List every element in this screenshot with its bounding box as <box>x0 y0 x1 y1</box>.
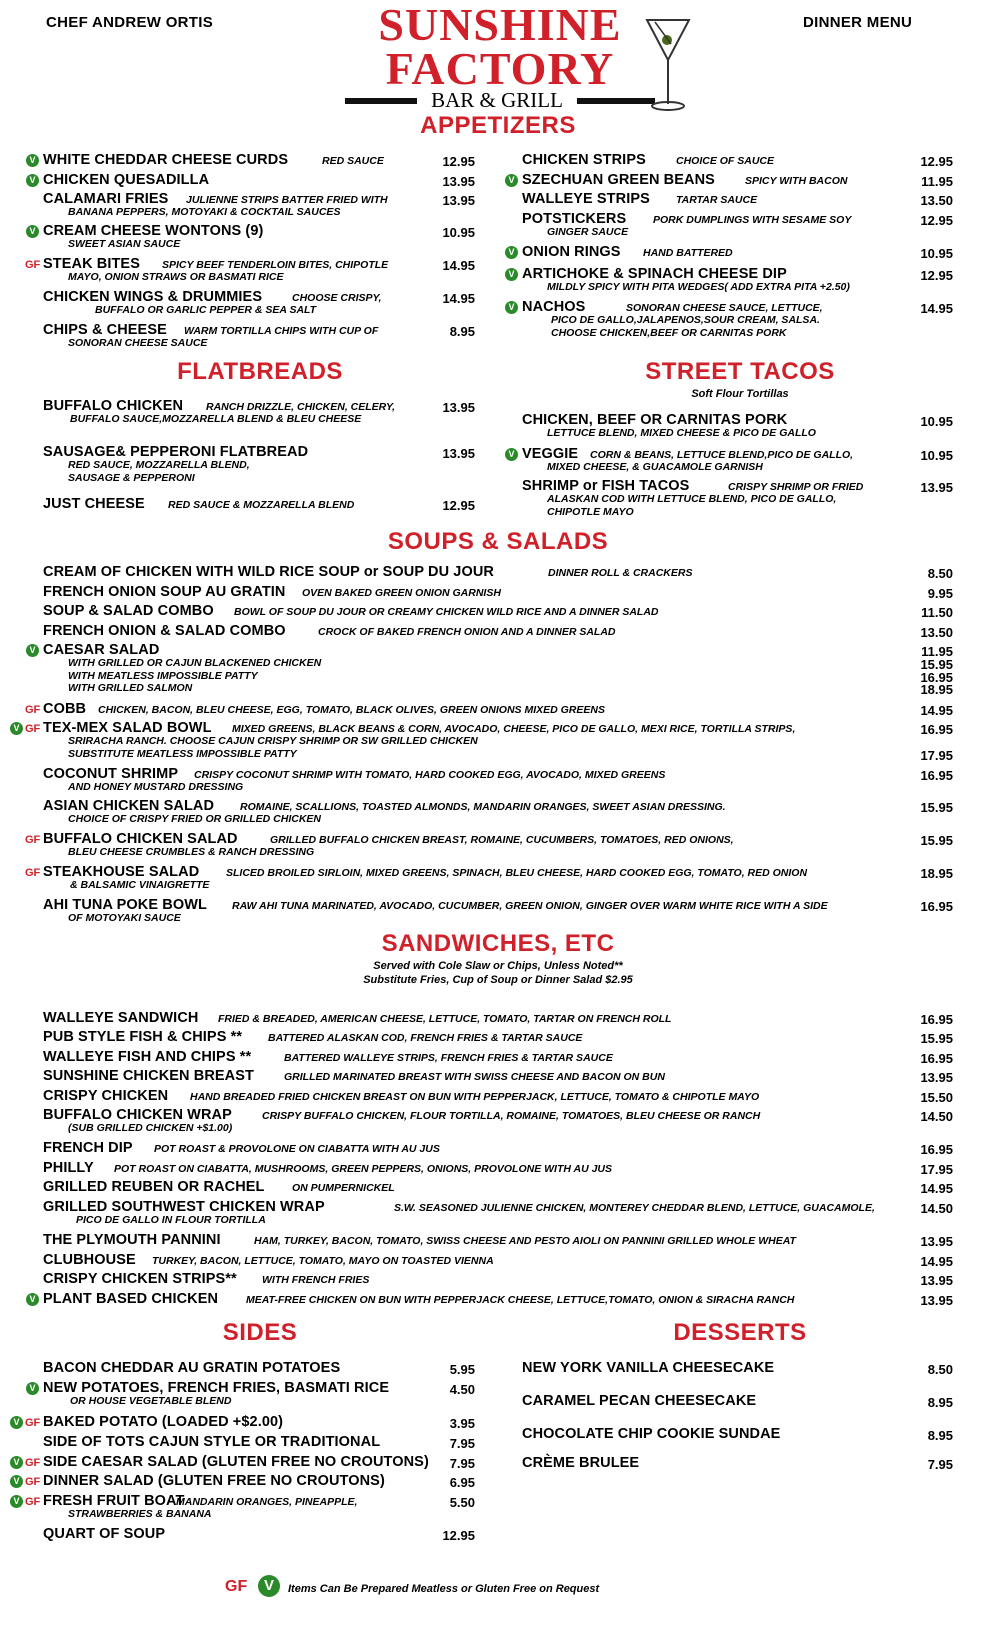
vegetarian-icon: V <box>10 1456 23 1469</box>
sandwiches-subtitle-1: Served with Cole Slaw or Chips, Unless Noted** <box>373 960 623 972</box>
menu-item-price: 8.95 <box>449 324 475 339</box>
menu-item-price: 11.95 <box>921 174 953 189</box>
vegetarian-icon: V <box>10 722 23 735</box>
menu-item-price: 14.95 <box>920 1254 953 1269</box>
menu-item-name: FRENCH ONION & SALAD COMBO <box>43 623 286 639</box>
menu-item-price: 12.95 <box>920 213 953 228</box>
menu-item-desc-2: OR HOUSE VEGETABLE BLEND <box>70 1395 232 1407</box>
menu-item-price: 16.95 <box>920 722 953 737</box>
menu-item-name: SAUSAGE& PEPPERONI FLATBREAD <box>43 444 309 460</box>
menu-item-name: THE PLYMOUTH PANNINI <box>43 1232 221 1248</box>
section-desserts: DESSERTS <box>673 1319 807 1346</box>
menu-item-desc-2: SWEET ASIAN SAUCE <box>68 238 181 250</box>
menu-item-desc: CRISPY SHRIMP OR FRIED <box>728 481 864 493</box>
menu-item-name: GRILLED SOUTHWEST CHICKEN WRAP <box>43 1199 325 1215</box>
menu-item-desc: BOWL OF SOUP DU JOUR OR CREAMY CHICKEN WILD RICE AND A DINNER SALAD <box>234 606 659 618</box>
menu-item-name: FRENCH ONION SOUP AU GRATIN <box>43 584 286 600</box>
menu-item-desc: BATTERED ALASKAN COD, FRENCH FRIES & TARTAR SAUCE <box>268 1032 583 1044</box>
menu-item-price: 14.95 <box>442 258 475 273</box>
menu-item-desc: DINNER ROLL & CRACKERS <box>548 567 693 579</box>
vegetarian-icon: V <box>505 246 518 259</box>
menu-item-price: 7.95 <box>449 1456 475 1471</box>
menu-item-price: 14.50 <box>920 1109 953 1124</box>
menu-item-price: 8.95 <box>927 1395 953 1410</box>
menu-item-name: NACHOS <box>522 299 586 315</box>
menu-item-price: 15.95 <box>920 800 953 815</box>
menu-item-desc: RAW AHI TUNA MARINATED, AVOCADO, CUCUMBER, GREEN ONION, GINGER OVER WARM WHITE RICE WITH A SIDE <box>232 900 828 912</box>
menu-item-price: 13.95 <box>920 1234 953 1249</box>
menu-item-name: CARAMEL PECAN CHEESECAKE <box>522 1393 757 1409</box>
menu-item-name: FRENCH DIP <box>43 1140 133 1156</box>
menu-item-desc: MANDARIN ORANGES, PINEAPPLE, <box>176 1496 358 1508</box>
menu-item-name: CHICKEN STRIPS <box>522 152 646 168</box>
menu-item-name: NEW POTATOES, FRENCH FRIES, BASMATI RICE <box>43 1380 390 1396</box>
menu-item-desc-2: SONORAN CHEESE SAUCE <box>68 337 208 349</box>
menu-item-desc-3: CHIPOTLE MAYO <box>547 505 634 518</box>
section-soups-salads: SOUPS & SALADS <box>387 528 609 555</box>
logo-line-3: BAR & GRILL <box>431 88 563 112</box>
menu-item-desc: HAND BREADED FRIED CHICKEN BREAST ON BUN WITH PEPPERJACK, LETTUCE, TOMATO & CHIPOTLE MAYO <box>190 1091 760 1103</box>
menu-item-name: CHIPS & CHEESE <box>43 322 167 338</box>
menu-item-desc-2: BANANA PEPPERS, MOTOYAKI & COCKTAIL SAUCES <box>68 206 341 218</box>
menu-item-price: 13.50 <box>920 625 953 640</box>
menu-item-desc: CRISPY BUFFALO CHICKEN, FLOUR TORTILLA, ROMAINE, TOMATOES, BLEU CHEESE OR RANCH <box>262 1110 761 1122</box>
menu-item-desc: FRIED & BREADED, AMERICAN CHEESE, LETTUCE, TOMATO, TARTAR ON FRENCH ROLL <box>218 1013 672 1025</box>
vegetarian-icon: V <box>26 1293 39 1306</box>
menu-item-name: ARTICHOKE & SPINACH CHEESE DIP <box>522 266 787 282</box>
menu-item-price: 10.95 <box>920 448 953 463</box>
menu-item-desc-2: WITH GRILLED OR CAJUN BLACKENED CHICKEN <box>68 657 322 669</box>
menu-item-name: FRESH FRUIT BOAT <box>43 1493 185 1509</box>
menu-item-price: 3.95 <box>449 1416 475 1431</box>
menu-item-price: 12.95 <box>442 498 475 513</box>
menu-item-name: DINNER SALAD (GLUTEN FREE NO CROUTONS) <box>43 1473 385 1489</box>
menu-item-desc: OVEN BAKED GREEN ONION GARNISH <box>302 587 501 599</box>
menu-item-name: STEAK BITES <box>43 256 140 272</box>
gluten-free-icon: GF <box>25 1496 41 1508</box>
menu-item-desc: S.W. SEASONED JULIENNE CHICKEN, MONTEREY CHEDDAR BLEND, LETTUCE, GUACAMOLE, <box>394 1202 875 1214</box>
menu-item-desc-3: SAUSAGE & PEPPERONI <box>68 471 195 484</box>
menu-item-desc: MIXED GREENS, BLACK BEANS & CORN, AVOCADO, CHEESE, PICO DE GALLO, MEXI RICE, TORTILLA STRIPS, <box>232 723 796 735</box>
menu-item-price-2: 15.95 <box>920 657 953 672</box>
section-appetizers: APPETIZERS <box>420 112 576 139</box>
menu-item-price: 11.95 <box>921 644 953 659</box>
menu-item-name: QUART OF SOUP <box>43 1526 166 1542</box>
menu-item-price: 10.95 <box>442 225 475 240</box>
menu-item-price: 12.95 <box>920 268 953 283</box>
menu-item-price: 12.95 <box>920 154 953 169</box>
chef-name: CHEF ANDREW ORTIS <box>46 14 214 31</box>
gluten-free-icon: GF <box>25 1417 41 1429</box>
menu-item-desc-2: MAYO, ONION STRAWS OR BASMATI RICE <box>68 271 284 283</box>
logo-bar-left <box>345 98 417 104</box>
menu-item-price: 4.50 <box>449 1382 475 1397</box>
menu-item-desc-2: RED SAUCE, MOZZARELLA BLEND, <box>68 459 250 471</box>
menu-item-name: NEW YORK VANILLA CHEESECAKE <box>522 1360 775 1376</box>
menu-item-price: 7.95 <box>927 1457 953 1472</box>
menu-item-desc: CROCK OF BAKED FRENCH ONION AND A DINNER SALAD <box>318 626 616 638</box>
menu-item-price: 13.95 <box>442 193 475 208</box>
menu-item-name: CRÈME BRULEE <box>522 1455 640 1471</box>
menu-item-name: BUFFALO CHICKEN WRAP <box>43 1107 232 1123</box>
menu-item-name: WALLEYE SANDWICH <box>43 1010 199 1026</box>
menu-item-name: PUB STYLE FISH & CHIPS ** <box>43 1029 243 1045</box>
logo-bar-right <box>577 98 655 104</box>
menu-item-desc-2: CHOICE OF CRISPY FRIED OR GRILLED CHICKEN <box>68 813 321 825</box>
vegetarian-icon: V <box>505 174 518 187</box>
vegetarian-icon: V <box>26 644 39 657</box>
menu-item-name: CHOCOLATE CHIP COOKIE SUNDAE <box>522 1426 781 1442</box>
menu-item-price: 8.50 <box>927 1362 953 1377</box>
gluten-free-icon: GF <box>25 867 41 879</box>
vegetarian-icon: V <box>10 1416 23 1429</box>
menu-item-price: 5.50 <box>449 1495 475 1510</box>
section-flatbreads: FLATBREADS <box>177 358 343 385</box>
menu-item-price: 14.95 <box>920 1181 953 1196</box>
menu-item-price: 16.95 <box>920 899 953 914</box>
restaurant-logo <box>345 2 705 112</box>
menu-item-desc: HAND BATTERED <box>643 247 733 259</box>
menu-item-desc: TARTAR SAUCE <box>676 194 758 206</box>
menu-item-desc: JULIENNE STRIPS BATTER FRIED WITH <box>186 194 388 206</box>
menu-item-price: 16.95 <box>920 1012 953 1027</box>
menu-item-desc-2: BUFFALO OR GARLIC PEPPER & SEA SALT <box>95 304 317 316</box>
menu-item-desc: RANCH DRIZZLE, CHICKEN, CELERY, <box>206 401 396 413</box>
menu-item-name: TEX-MEX SALAD BOWL <box>43 720 212 736</box>
vegetarian-icon: V <box>10 1495 23 1508</box>
logo-line-2: FACTORY <box>385 43 615 94</box>
menu-item-name: CLUBHOUSE <box>43 1252 136 1268</box>
menu-item-price: 16.95 <box>920 1142 953 1157</box>
sandwiches-subtitle-2: Substitute Fries, Cup of Soup or Dinner Salad $2.95 <box>363 974 633 986</box>
vegetarian-icon: V <box>26 225 39 238</box>
gluten-free-icon: GF <box>25 1457 41 1469</box>
menu-item-name: STEAKHOUSE SALAD <box>43 864 200 880</box>
menu-item-desc: RED SAUCE & MOZZARELLA BLEND <box>168 499 355 511</box>
menu-item-price: 5.95 <box>449 1362 475 1377</box>
menu-item-name: VEGGIE <box>522 446 579 462</box>
gluten-free-icon: GF <box>25 704 41 716</box>
gluten-free-icon: GF <box>225 1578 248 1595</box>
menu-item-price: 13.95 <box>442 400 475 415</box>
menu-item-desc-2: BUFFALO SAUCE,MOZZARELLA BLEND & BLEU CHEESE <box>70 413 362 425</box>
menu-item-price: 6.95 <box>449 1475 475 1490</box>
logo-line-1: SUNSHINE <box>378 0 622 50</box>
menu-item-desc: POT ROAST & PROVOLONE ON CIABATTA WITH AU JUS <box>154 1143 440 1155</box>
vegetarian-icon: V <box>10 1475 23 1488</box>
menu-item-desc: HAM, TURKEY, BACON, TOMATO, SWISS CHEESE AND PESTO AIOLI ON PANNINI GRILLED WHOLE WHEAT <box>254 1235 796 1247</box>
menu-item-price: 12.95 <box>442 1528 475 1543</box>
menu-item-desc: TURKEY, BACON, LETTUCE, TOMATO, MAYO ON TOASTED VIENNA <box>152 1255 494 1267</box>
menu-item-name: SZECHUAN GREEN BEANS <box>522 172 715 188</box>
menu-item-price: 7.95 <box>449 1436 475 1451</box>
vegetarian-icon: V <box>26 174 39 187</box>
menu-item-name: SIDE OF TOTS CAJUN STYLE OR TRADITIONAL <box>43 1434 381 1450</box>
menu-item-price: 14.95 <box>920 703 953 718</box>
menu-item-price: 18.95 <box>920 866 953 881</box>
section-street-tacos: STREET TACOS <box>645 358 835 385</box>
menu-item-desc-2: ALASKAN COD WITH LETTUCE BLEND, PICO DE GALLO, <box>547 493 837 505</box>
menu-item-desc: ON PUMPERNICKEL <box>292 1182 395 1194</box>
menu-item-name: CREAM OF CHICKEN WITH WILD RICE SOUP or SOUP DU JOUR <box>43 564 494 580</box>
vegetarian-icon: V <box>258 1575 280 1597</box>
menu-item-desc: GRILLED BUFFALO CHICKEN BREAST, ROMAINE, CUCUMBERS, TOMATOES, RED ONIONS, <box>270 834 734 846</box>
section-sandwiches: SANDWICHES, ETC <box>381 930 615 957</box>
menu-item-name: BACON CHEDDAR AU GRATIN POTATOES <box>43 1360 341 1376</box>
vegetarian-icon: V <box>505 268 518 281</box>
gluten-free-icon: GF <box>25 1476 41 1488</box>
menu-item-price: 14.50 <box>920 1201 953 1216</box>
menu-item-desc: ROMAINE, SCALLIONS, TOASTED ALMONDS, MANDARIN ORANGES, SWEET ASIAN DRESSING. <box>240 801 726 813</box>
menu-item-name: COCONUT SHRIMP <box>43 766 179 782</box>
menu-item-price: 14.95 <box>442 291 475 306</box>
menu-item-name: CRISPY CHICKEN <box>43 1088 169 1104</box>
menu-item-desc: WARM TORTILLA CHIPS WITH CUP OF <box>184 325 379 337</box>
menu-item-desc: CORN & BEANS, LETTUCE BLEND,PICO DE GALLO, <box>590 449 854 461</box>
gluten-free-icon: GF <box>25 259 41 271</box>
vegetarian-icon: V <box>26 154 39 167</box>
menu-item-price: 15.50 <box>920 1090 953 1105</box>
menu-item-name: PHILLY <box>43 1160 94 1176</box>
menu-item-price: 16.95 <box>920 768 953 783</box>
menu-item-desc-2: BLEU CHEESE CRUMBLES & RANCH DRESSING <box>68 846 315 858</box>
gluten-free-icon: GF <box>25 834 41 846</box>
menu-item-desc: CHOICE OF SAUCE <box>676 155 775 167</box>
menu-item-desc: POT ROAST ON CIABATTA, MUSHROOMS, GREEN PEPPERS, ONIONS, PROVOLONE WITH AU JUS <box>114 1163 613 1175</box>
menu-item-name: SOUP & SALAD COMBO <box>43 603 214 619</box>
vegetarian-icon: V <box>505 301 518 314</box>
menu-item-name: CALAMARI FRIES <box>43 191 169 207</box>
menu-item-name: ASIAN CHICKEN SALAD <box>43 798 215 814</box>
menu-item-name: SUNSHINE CHICKEN BREAST <box>43 1068 254 1084</box>
menu-item-name: WHITE CHEDDAR CHEESE CURDS <box>43 152 289 168</box>
menu-item-price: 11.50 <box>921 605 953 620</box>
footer-note: Items Can Be Prepared Meatless or Gluten Free on Request <box>288 1583 600 1595</box>
menu-item-desc: CRISPY COCONUT SHRIMP WITH TOMATO, HARD COOKED EGG, AVOCADO, MIXED GREENS <box>194 769 666 781</box>
menu-item-desc: BATTERED WALLEYE STRIPS, FRENCH FRIES & TARTAR SAUCE <box>284 1052 613 1064</box>
menu-item-desc-2: GINGER SAUCE <box>547 226 629 238</box>
menu-item-desc-2: MILDLY SPICY WITH PITA WEDGES( ADD EXTRA PITA +2.50) <box>547 281 850 293</box>
menu-item-desc: RED SAUCE <box>322 155 384 167</box>
menu-item-desc-4: WITH GRILLED SALMON <box>68 682 193 694</box>
menu-item-price: 10.95 <box>920 246 953 261</box>
menu-item-desc-2: SRIRACHA RANCH. CHOOSE CAJUN CRISPY SHRIMP OR SW GRILLED CHICKEN <box>68 735 478 747</box>
menu-item-name: BUFFALO CHICKEN <box>43 398 184 414</box>
menu-item-name: COBB <box>43 701 87 717</box>
menu-item-desc-2: OF MOTOYAKI SAUCE <box>68 912 181 924</box>
menu-item-name: BUFFALO CHICKEN SALAD <box>43 831 238 847</box>
menu-item-price: 13.95 <box>920 480 953 495</box>
menu-item-desc: GRILLED MARINATED BREAST WITH SWISS CHEESE AND BACON ON BUN <box>284 1071 665 1083</box>
menu-item-name: WALLEYE FISH AND CHIPS ** <box>43 1049 252 1065</box>
menu-item-price: 12.95 <box>442 154 475 169</box>
menu-item-price: 13.50 <box>920 193 953 208</box>
menu-item-desc-2: STRAWBERRIES & BANANA <box>68 1508 212 1520</box>
menu-item-desc: WITH FRENCH FRIES <box>262 1274 370 1286</box>
menu-item-name: BAKED POTATO (LOADED +$2.00) <box>43 1414 284 1430</box>
menu-item-name: PLANT BASED CHICKEN <box>43 1291 219 1307</box>
martini-glass-icon <box>645 14 691 114</box>
menu-type: DINNER MENU <box>803 14 913 31</box>
menu-item-desc-2: AND HONEY MUSTARD DRESSING <box>68 781 244 793</box>
menu-item-name: JUST CHEESE <box>43 496 145 512</box>
menu-item-price: 15.95 <box>920 833 953 848</box>
menu-item-price: 8.95 <box>927 1428 953 1443</box>
menu-item-desc: SPICY WITH BACON <box>745 175 848 187</box>
menu-item-name: SIDE CAESAR SALAD (GLUTEN FREE NO CROUTONS) <box>43 1454 429 1470</box>
menu-item-name: CHICKEN WINGS & DRUMMIES <box>43 289 263 305</box>
menu-item-desc-2: (SUB GRILLED CHICKEN +$1.00) <box>68 1122 233 1134</box>
menu-item-price-4: 18.95 <box>920 682 953 697</box>
menu-item-name: CRISPY CHICKEN STRIPS** <box>43 1271 237 1287</box>
menu-item-price: 8.50 <box>927 566 953 581</box>
menu-item-desc: PORK DUMPLINGS WITH SESAME SOY <box>653 214 852 226</box>
menu-item-desc-2: & BALSAMIC VINAIGRETTE <box>70 879 210 891</box>
menu-item-desc-3: SUBSTITUTE MEATLESS IMPOSSIBLE PATTY <box>68 747 297 760</box>
menu-item-desc-2: LETTUCE BLEND, MIXED CHEESE & PICO DE GALLO <box>547 427 816 439</box>
menu-item-name: CHICKEN QUESADILLA <box>43 172 210 188</box>
menu-item-price: 14.95 <box>920 301 953 316</box>
menu-item-desc-2: PICO DE GALLO,JALAPENOS,SOUR CREAM, SALSA. <box>551 314 820 326</box>
menu-item-price: 13.95 <box>442 174 475 189</box>
gluten-free-icon: GF <box>25 723 41 735</box>
menu-item-desc: CHICKEN, BACON, BLEU CHEESE, EGG, TOMATO, BLACK OLIVES, GREEN ONIONS MIXED GREENS <box>98 704 605 716</box>
menu-item-desc: SONORAN CHEESE SAUCE, LETTUCE, <box>626 302 823 314</box>
menu-item-name: POTSTICKERS <box>522 211 627 227</box>
menu-item-price: 9.95 <box>927 586 953 601</box>
menu-item-desc-2: PICO DE GALLO IN FLOUR TORTILLA <box>76 1214 266 1226</box>
menu-item-desc-2: MIXED CHEESE, & GUACAMOLE GARNISH <box>547 461 763 473</box>
menu-item-desc: SLICED BROILED SIRLOIN, MIXED GREENS, SPINACH, BLEU CHEESE, HARD COOKED EGG, TOMATO, RED ONION <box>226 867 808 879</box>
menu-item-desc: CHOOSE CRISPY, <box>292 292 382 304</box>
vegetarian-icon: V <box>505 448 518 461</box>
menu-item-desc-3: CHOOSE CHICKEN,BEEF OR CARNITAS PORK <box>551 326 787 339</box>
menu-item-name: GRILLED REUBEN OR RACHEL <box>43 1179 265 1195</box>
menu-item-name: AHI TUNA POKE BOWL <box>43 897 207 913</box>
menu-item-name: CHICKEN, BEEF OR CARNITAS PORK <box>522 412 788 428</box>
menu-item-name: WALLEYE STRIPS <box>522 191 650 207</box>
menu-item-name: SHRIMP or FISH TACOS <box>522 478 690 494</box>
menu-item-price: 13.95 <box>920 1273 953 1288</box>
street-tacos-subtitle: Soft Flour Tortillas <box>691 388 789 400</box>
menu-item-desc: MEAT-FREE CHICKEN ON BUN WITH PEPPERJACK CHEESE, LETTUCE,TOMATO, ONION & SIRACHA RANCH <box>246 1294 795 1306</box>
menu-item-name: CREAM CHEESE WONTONS (9) <box>43 223 264 239</box>
menu-item-price: 13.95 <box>442 446 475 461</box>
menu-item-price-3: 16.95 <box>920 669 953 685</box>
menu-item-price-3: 17.95 <box>920 747 953 763</box>
menu-item-price: 15.95 <box>920 1031 953 1046</box>
menu-item-price: 13.95 <box>920 1070 953 1085</box>
menu-item-name: CAESAR SALAD <box>43 642 160 658</box>
menu-item-price: 13.95 <box>920 1293 953 1308</box>
menu-item-price: 10.95 <box>920 414 953 429</box>
menu-item-desc: SPICY BEEF TENDERLOIN BITES, CHIPOTLE <box>162 259 389 271</box>
menu-item-price: 16.95 <box>920 1051 953 1066</box>
menu-item-name: ONION RINGS <box>522 244 621 260</box>
section-sides: SIDES <box>222 1319 298 1346</box>
menu-item-price: 17.95 <box>920 1162 953 1177</box>
menu-item-desc-3: WITH MEATLESS IMPOSSIBLE PATTY <box>68 669 258 682</box>
vegetarian-icon: V <box>26 1382 39 1395</box>
